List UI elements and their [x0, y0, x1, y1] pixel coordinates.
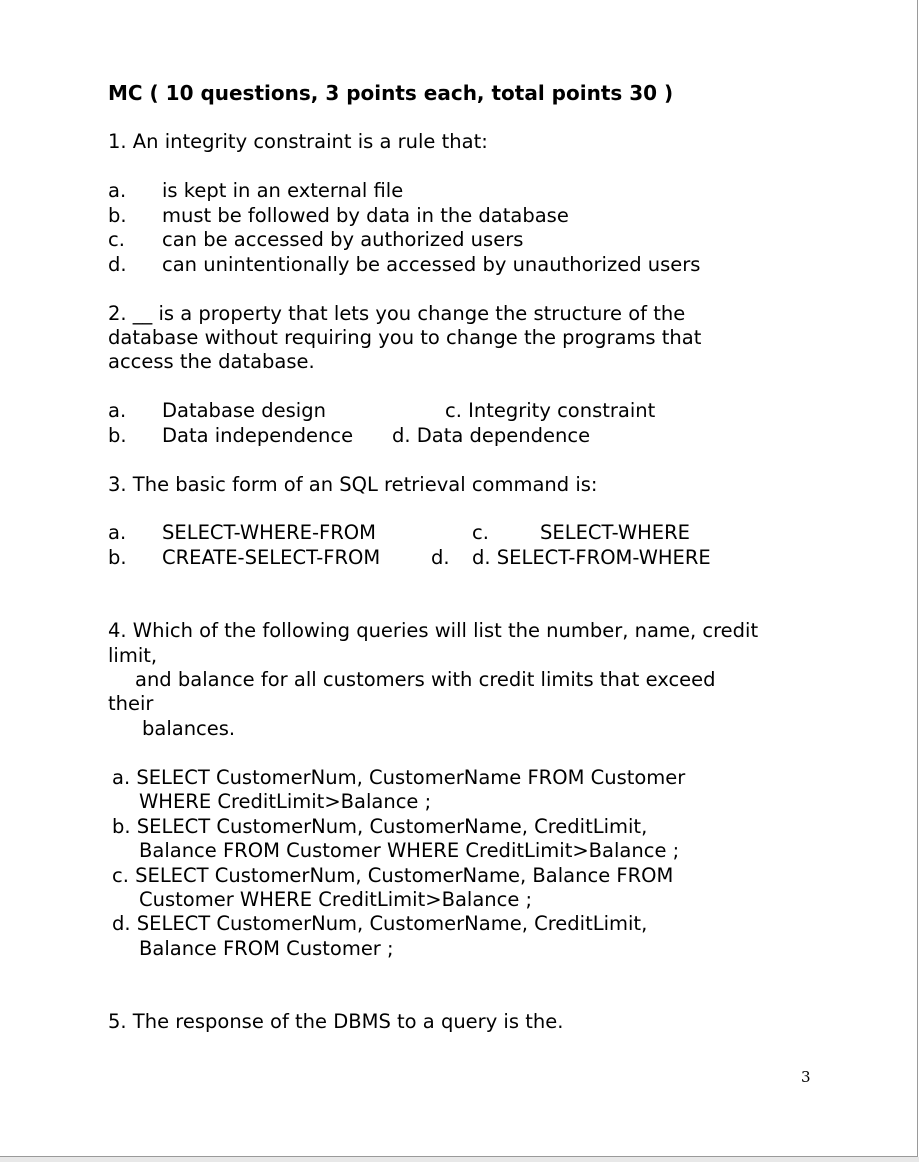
q1-option-b-letter: b. [108, 204, 127, 227]
q4-option-d-line-1: d. SELECT CustomerNum, CustomerName, CreditLimit, [112, 912, 648, 935]
q1-option-d-letter: d. [108, 253, 127, 276]
q4-option-b-line-1: b. SELECT CustomerNum, CustomerName, CreditLimit, [112, 815, 648, 838]
q3-option-a: SELECT-WHERE-FROM [162, 521, 376, 544]
q3-option-b: CREATE-SELECT-FROM [162, 546, 381, 569]
q2-option-d: d. Data dependence [392, 424, 591, 447]
q3-option-a-letter: a. [108, 521, 127, 544]
q2-option-b-letter: b. [108, 424, 127, 447]
q4-option-a-line-2: WHERE CreditLimit>Balance ; [139, 790, 432, 813]
question-4-prompt-line-5: balances. [142, 717, 236, 740]
q1-option-b: must be followed by data in the database [162, 204, 569, 227]
q4-option-a-line-1: a. SELECT CustomerNum, CustomerName FROM Customer [112, 766, 686, 789]
question-4-prompt-line-4: their [108, 692, 154, 715]
q4-option-c-line-1: c. SELECT CustomerNum, CustomerName, Balance FROM [112, 864, 674, 887]
q4-option-d-line-2: Balance FROM Customer ; [139, 937, 394, 960]
question-2-prompt-line-1: 2. __ is a property that lets you change the structure of the [108, 302, 686, 325]
q4-option-c-line-2: Customer WHERE CreditLimit>Balance ; [139, 888, 533, 911]
q3-option-c: SELECT-WHERE [540, 521, 691, 544]
page-number: 3 [801, 1068, 811, 1086]
q3-option-c-letter: c. [472, 521, 489, 544]
q1-option-d: can unintentionally be accessed by unauthorized users [162, 253, 701, 276]
q3-option-d: d. SELECT-FROM-WHERE [472, 546, 711, 569]
q1-option-c-letter: c. [108, 228, 125, 251]
q3-option-d-letter: d. [431, 546, 450, 569]
question-4-prompt-line-3: and balance for all customers with credit limits that exceed [135, 668, 716, 691]
q2-option-c: c. Integrity constraint [445, 399, 656, 422]
q2-option-b: Data independence [162, 424, 354, 447]
question-5-prompt: 5. The response of the DBMS to a query is the. [108, 1010, 564, 1033]
q1-option-a-letter: a. [108, 179, 127, 202]
page-bottom-edge [0, 1157, 919, 1162]
question-4-prompt-line-1: 4. Which of the following queries will list the number, name, credit [108, 619, 759, 642]
section-heading: MC ( 10 questions, 3 points each, total points 30 ) [108, 81, 674, 105]
q4-option-b-line-2: Balance FROM Customer WHERE CreditLimit>Balance ; [139, 839, 680, 862]
q1-option-a: is kept in an external file [162, 179, 404, 202]
question-2-prompt-line-2: database without requiring you to change the programs that [108, 326, 702, 349]
q3-option-b-letter: b. [108, 546, 127, 569]
question-4-prompt-line-2: limit, [108, 644, 158, 667]
question-2-prompt-line-3: access the database. [108, 350, 315, 373]
q2-option-a: Database design [162, 399, 326, 422]
question-1-prompt: 1. An integrity constraint is a rule that: [108, 130, 488, 153]
q1-option-c: can be accessed by authorized users [162, 228, 524, 251]
q2-option-a-letter: a. [108, 399, 127, 422]
question-3-prompt: 3. The basic form of an SQL retrieval command is: [108, 473, 598, 496]
